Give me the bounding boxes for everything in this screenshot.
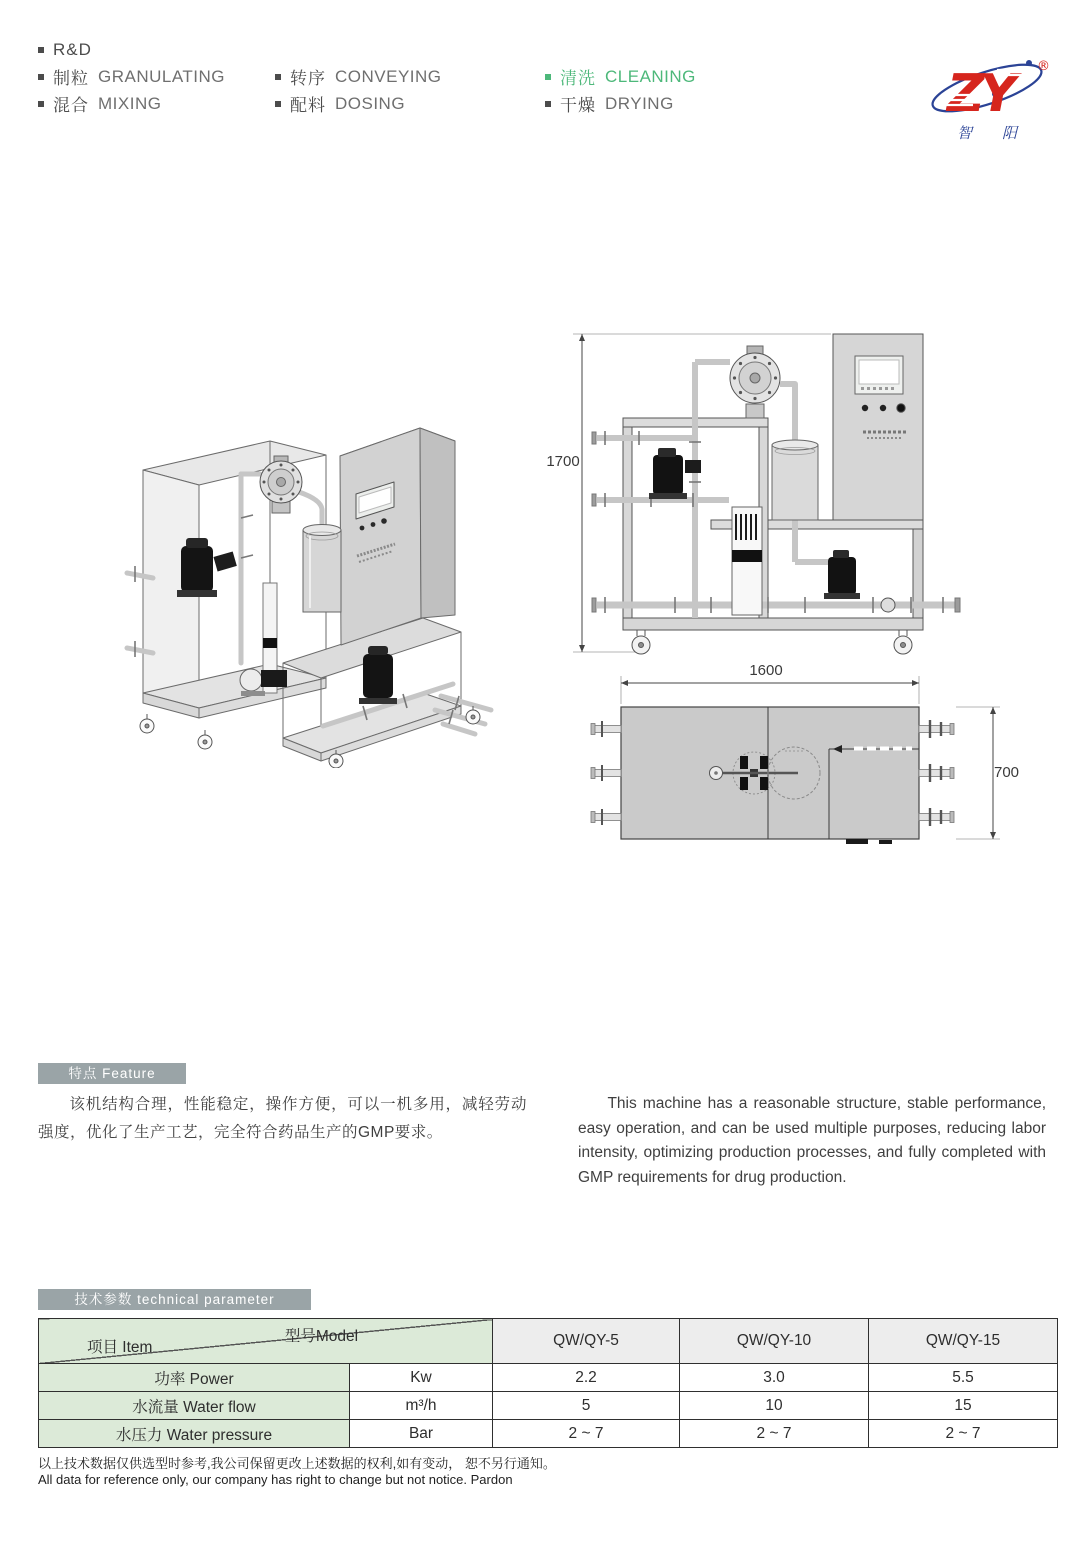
model-header-2: QW/QY-10 — [680, 1319, 869, 1364]
spec-row-power — [39, 1364, 1058, 1392]
feature-heading: 特点 Feature — [38, 1063, 186, 1084]
nav-item-rd — [38, 36, 225, 63]
spec-value: 15 — [869, 1392, 1058, 1420]
isometric-view-drawing — [123, 408, 523, 768]
diaphragm-pump — [730, 346, 780, 418]
bullet-icon — [38, 101, 44, 107]
spec-row-water-flow — [39, 1392, 1058, 1420]
spec-value: 2 ~ 7 — [869, 1420, 1058, 1448]
spec-item: 水压力 Water pressure — [39, 1420, 350, 1448]
disclaimer-en: All data for reference only, our company has right to change but not notice. Pardon — [38, 1472, 513, 1487]
feature-text-cn — [38, 1091, 527, 1147]
spec-value: 2 ~ 7 — [493, 1420, 680, 1448]
nav-item-label-en: CLEANING — [605, 66, 696, 86]
dimension-label-width: 1600 — [749, 662, 783, 679]
logo-chinese-text: 智阳 — [957, 124, 1048, 142]
nav-item-label: R&D — [53, 39, 92, 59]
nav-item-mixing — [38, 90, 225, 117]
logo-orbit-dot — [1026, 60, 1032, 66]
nav-item-dosing — [275, 90, 442, 117]
spec-unit: Bar — [350, 1420, 493, 1448]
nav-item-label-en: MIXING — [98, 93, 162, 113]
pump-black-right — [824, 550, 860, 599]
nav-column-2 — [275, 63, 442, 117]
dimension-width — [621, 680, 919, 686]
nav-item-drying — [545, 90, 696, 117]
bullet-icon — [275, 101, 281, 107]
nav-column-3 — [545, 63, 696, 117]
nav-column-1 — [38, 36, 225, 117]
nav-item-granulating — [38, 63, 225, 90]
feature-text-en-content: This machine has a reasonable structure, stable performance, easy operation, and can be used multiple purposes, reducing labor intensity, optimizing production processes, and fully completed with GMP requirements for drug production. — [578, 1095, 1046, 1186]
corner-model-label: 型号Model — [284, 1328, 359, 1345]
spec-value: 2.2 — [493, 1364, 680, 1392]
dimension-height — [579, 334, 585, 652]
disclaimer-note — [38, 1456, 556, 1488]
zy-logo-icon — [925, 50, 1060, 145]
dimension-label-depth: 700 — [993, 764, 1020, 781]
pump-black-left — [177, 538, 237, 597]
spec-corner-cell — [39, 1319, 493, 1364]
model-header-3: QW/QY-15 — [869, 1319, 1058, 1364]
disclaimer-cn: 以上技术数据仅供选型时参考,我公司保留更改上述数据的权利,如有变动， 恕不另行通知。 — [38, 1456, 556, 1471]
base-feet — [846, 839, 892, 844]
nav-item-cleaning-active — [545, 63, 696, 90]
registered-mark: ® — [1037, 59, 1050, 74]
tank — [303, 525, 341, 613]
nav-item-label-cn: 配料 — [290, 96, 326, 115]
nav-item-label-en: DRYING — [605, 93, 674, 113]
casters — [632, 630, 912, 654]
spec-value: 5 — [493, 1392, 680, 1420]
bullet-icon — [275, 74, 281, 80]
isometric-view-icon — [123, 408, 523, 768]
vertical-pump — [732, 507, 762, 615]
bullet-icon — [38, 74, 44, 80]
valve — [881, 598, 895, 612]
pipe-stubs-right — [919, 720, 954, 826]
nav-item-conveying — [275, 63, 442, 90]
spec-value: 5.5 — [869, 1364, 1058, 1392]
bullet-icon — [545, 74, 551, 80]
spec-value: 10 — [680, 1392, 869, 1420]
nav-item-label-cn: 转序 — [290, 69, 326, 88]
bullet-icon — [545, 101, 551, 107]
spec-item: 水流量 Water flow — [39, 1392, 350, 1420]
logo-zy-text: ZY — [947, 64, 1013, 124]
feature-text-cn-content: 该机结构合理，性能稳定，操作方便，可以一机多用，减轻劳动强度，优化了生产工艺，完全符合药品生产的GMP要求。 — [38, 1096, 527, 1141]
nav-item-label-cn: 混合 — [53, 96, 89, 115]
company-logo — [925, 50, 1060, 145]
spec-table — [38, 1318, 1058, 1448]
front-view-icon — [543, 322, 978, 662]
spec-value: 2 ~ 7 — [680, 1420, 869, 1448]
nav-item-label-cn: 干燥 — [560, 96, 596, 115]
spec-value: 3.0 — [680, 1364, 869, 1392]
spec-row-water-pressure — [39, 1420, 1058, 1448]
tank — [772, 440, 818, 520]
front-view-drawing — [543, 322, 978, 662]
bullet-icon — [38, 47, 44, 53]
tech-parameter-heading: 技术参数 technical parameter — [38, 1289, 311, 1310]
dimension-label-height: 1700 — [546, 453, 580, 470]
top-view-drawing — [588, 652, 1025, 882]
nav-item-label-en: CONVEYING — [335, 66, 442, 86]
top-view-icon — [588, 652, 1025, 882]
pipe-stubs-left — [591, 721, 621, 825]
nav-item-label-en: DOSING — [335, 93, 406, 113]
spec-unit: m³/h — [350, 1392, 493, 1420]
spec-unit: Kw — [350, 1364, 493, 1392]
corner-item-label: 项目 Item — [87, 1339, 153, 1356]
nav-item-label-cn: 制粒 — [53, 69, 89, 88]
top-nav — [38, 36, 938, 121]
feature-text-en — [578, 1092, 1046, 1190]
spec-item: 功率 Power — [39, 1364, 350, 1392]
nav-item-label-en: GRANULATING — [98, 66, 226, 86]
nav-item-label-cn: 清洗 — [560, 69, 596, 88]
model-header-1: QW/QY-5 — [493, 1319, 680, 1364]
spec-header-row — [39, 1319, 1058, 1364]
